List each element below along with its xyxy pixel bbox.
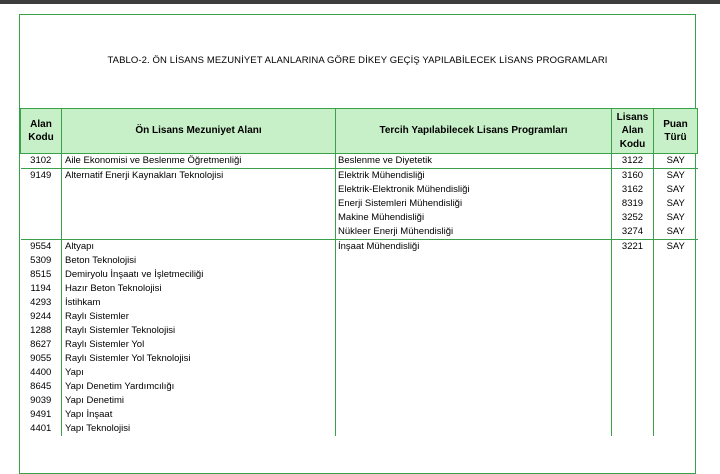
area-code-cell xyxy=(21,183,62,197)
area-code-cell: 9039 xyxy=(21,394,62,408)
associate-area-cell: Beton Teknolojisi xyxy=(62,254,336,268)
programs-table xyxy=(20,108,698,436)
associate-area-cell xyxy=(62,183,336,197)
associate-area-cell: Yapı Teknolojisi xyxy=(62,422,336,436)
bachelor-program-cell: Nükleer Enerji Mühendisliği xyxy=(336,225,612,240)
associate-area-cell: İstihkam xyxy=(62,296,336,310)
header-lisans-alan-kodu: Lisans Alan Kodu xyxy=(612,109,654,154)
bachelor-program-cell: Beslenme ve Diyetetik xyxy=(336,154,612,169)
area-code-cell: 1194 xyxy=(21,282,62,296)
table-row xyxy=(21,169,698,184)
bachelor-code-cell: 3162 xyxy=(612,183,654,197)
score-type-cell: SAY xyxy=(654,154,698,169)
area-code-cell xyxy=(21,225,62,240)
area-code-cell: 8515 xyxy=(21,268,62,282)
score-type-cell: SAY xyxy=(666,170,685,181)
associate-area-cell: Altyapı xyxy=(62,240,336,255)
bachelor-program-cell xyxy=(336,408,612,422)
bachelor-code-cell xyxy=(612,324,654,338)
bachelor-code-cell xyxy=(612,268,654,282)
table-row xyxy=(21,154,698,169)
header-alan-kodu: Alan Kodu xyxy=(21,109,62,154)
bachelor-code-cell xyxy=(612,282,654,296)
bachelor-code-cell xyxy=(612,366,654,380)
area-code-cell: 5309 xyxy=(21,254,62,268)
associate-area-cell: Aile Ekonomisi ve Beslenme Öğretmenliği xyxy=(62,154,336,169)
associate-area-cell: Alternatif Enerji Kaynakları Teknolojisi xyxy=(62,169,336,184)
score-type-cell xyxy=(654,310,698,324)
score-type-cell xyxy=(654,296,698,310)
area-code-cell: 9491 xyxy=(21,408,62,422)
table-row xyxy=(21,183,698,197)
bachelor-program-cell: Enerji Sistemleri Mühendisliği xyxy=(336,197,612,211)
score-type-cell xyxy=(654,324,698,338)
area-code-cell: 3102 xyxy=(21,154,62,169)
score-type-cell: SAY xyxy=(666,198,685,209)
score-type-cell xyxy=(654,394,698,408)
table-row xyxy=(21,240,698,255)
bachelor-code-cell: 8319 xyxy=(612,197,654,211)
area-code-cell: 9554 xyxy=(21,240,62,255)
area-code-cell: 8645 xyxy=(21,380,62,394)
score-type-cell xyxy=(654,422,698,436)
table-body xyxy=(21,154,698,437)
associate-area-cell: Demiryolu İnşaatı ve İşletmeciliği xyxy=(62,268,336,282)
bachelor-code-cell: 3160 xyxy=(612,169,654,184)
table-row xyxy=(21,282,698,296)
area-code-cell: 1288 xyxy=(21,324,62,338)
bachelor-code-cell: 3274 xyxy=(612,225,654,240)
bachelor-program-cell xyxy=(336,268,612,282)
bachelor-code-cell xyxy=(612,338,654,352)
associate-area-cell: Yapı Denetim Yardımcılığı xyxy=(62,380,336,394)
table-row xyxy=(21,296,698,310)
score-type-cell xyxy=(654,268,698,282)
table-row xyxy=(21,225,698,240)
table-row xyxy=(21,366,698,380)
header-row xyxy=(21,109,698,154)
associate-area-cell: Raylı Sistemler Teknolojisi xyxy=(62,324,336,338)
area-code-cell xyxy=(21,197,62,211)
score-type-cell xyxy=(654,282,698,296)
table-row xyxy=(21,254,698,268)
table-row xyxy=(21,197,698,211)
area-code-cell: 9244 xyxy=(21,310,62,324)
bachelor-program-cell xyxy=(336,394,612,408)
associate-area-cell: Raylı Sistemler xyxy=(62,310,336,324)
score-type-cell xyxy=(654,254,698,268)
bachelor-program-cell xyxy=(336,324,612,338)
header-tercih: Tercih Yapılabilecek Lisans Programları xyxy=(336,109,612,154)
associate-area-cell: Yapı Denetimi xyxy=(62,394,336,408)
bachelor-program-cell xyxy=(336,310,612,324)
associate-area-cell: Raylı Sistemler Yol xyxy=(62,338,336,352)
bachelor-program-cell xyxy=(336,296,612,310)
table-row xyxy=(21,268,698,282)
bachelor-program-cell xyxy=(336,282,612,296)
bachelor-code-cell: 3221 xyxy=(612,240,654,255)
bachelor-code-cell xyxy=(612,380,654,394)
bachelor-program-cell xyxy=(336,366,612,380)
window-top-bar xyxy=(0,0,720,4)
bachelor-code-cell: 3122 xyxy=(612,154,654,169)
bachelor-program-cell: İnşaat Mühendisliği xyxy=(336,240,612,255)
bachelor-code-cell xyxy=(612,394,654,408)
associate-area-cell: Hazır Beton Teknolojisi xyxy=(62,282,336,296)
bachelor-program-cell xyxy=(336,338,612,352)
bachelor-code-cell xyxy=(612,254,654,268)
score-type-cell: SAY xyxy=(666,184,685,195)
area-code-cell: 4400 xyxy=(21,366,62,380)
associate-area-cell xyxy=(62,211,336,225)
table-row xyxy=(21,408,698,422)
area-code-cell: 4293 xyxy=(21,296,62,310)
score-type-cell: SAY xyxy=(654,225,698,240)
bachelor-code-cell xyxy=(612,352,654,366)
table-row xyxy=(21,394,698,408)
table-row xyxy=(21,324,698,338)
table-row xyxy=(21,310,698,324)
bachelor-code-cell xyxy=(612,310,654,324)
score-type-cell xyxy=(654,338,698,352)
bachelor-program-cell: Makine Mühendisliği xyxy=(336,211,612,225)
area-code-cell: 8627 xyxy=(21,338,62,352)
score-type-cell xyxy=(654,366,698,380)
bachelor-program-cell: Elektrik Mühendisliği xyxy=(336,169,612,184)
associate-area-cell: Yapı İnşaat xyxy=(62,408,336,422)
document-page xyxy=(19,14,696,474)
bachelor-code-cell xyxy=(612,422,654,436)
score-type-cell xyxy=(654,352,698,366)
area-code-cell xyxy=(21,211,62,225)
header-on-lisans: Ön Lisans Mezuniyet Alanı xyxy=(62,109,336,154)
score-type-cell: SAY xyxy=(666,241,685,252)
associate-area-cell: Yapı xyxy=(62,366,336,380)
score-type-cell xyxy=(654,380,698,394)
bachelor-program-cell: Elektrik-Elektronik Mühendisliği xyxy=(336,183,612,197)
table-row xyxy=(21,380,698,394)
bachelor-code-cell xyxy=(612,296,654,310)
header-puan-turu: Puan Türü xyxy=(654,109,698,154)
area-code-cell: 9149 xyxy=(21,169,62,184)
associate-area-cell: Raylı Sistemler Yol Teknolojisi xyxy=(62,352,336,366)
area-code-cell: 4401 xyxy=(21,422,62,436)
associate-area-cell xyxy=(62,225,336,240)
bachelor-code-cell: 3252 xyxy=(612,211,654,225)
score-type-cell: SAY xyxy=(666,212,685,223)
table-row xyxy=(21,352,698,366)
score-type-cell xyxy=(654,408,698,422)
table-row xyxy=(21,422,698,436)
bachelor-code-cell xyxy=(612,408,654,422)
bachelor-program-cell xyxy=(336,254,612,268)
bachelor-program-cell xyxy=(336,422,612,436)
area-code-cell: 9055 xyxy=(21,352,62,366)
associate-area-cell xyxy=(62,197,336,211)
bachelor-program-cell xyxy=(336,380,612,394)
table-title: TABLO-2. ÖN LİSANS MEZUNİYET ALANLARINA GÖRE DİKEY GEÇİŞ YAPILABİLECEK LİSANS PROGRAMLARI xyxy=(107,55,608,66)
table-row xyxy=(21,338,698,352)
bachelor-program-cell xyxy=(336,352,612,366)
table-row xyxy=(21,211,698,225)
